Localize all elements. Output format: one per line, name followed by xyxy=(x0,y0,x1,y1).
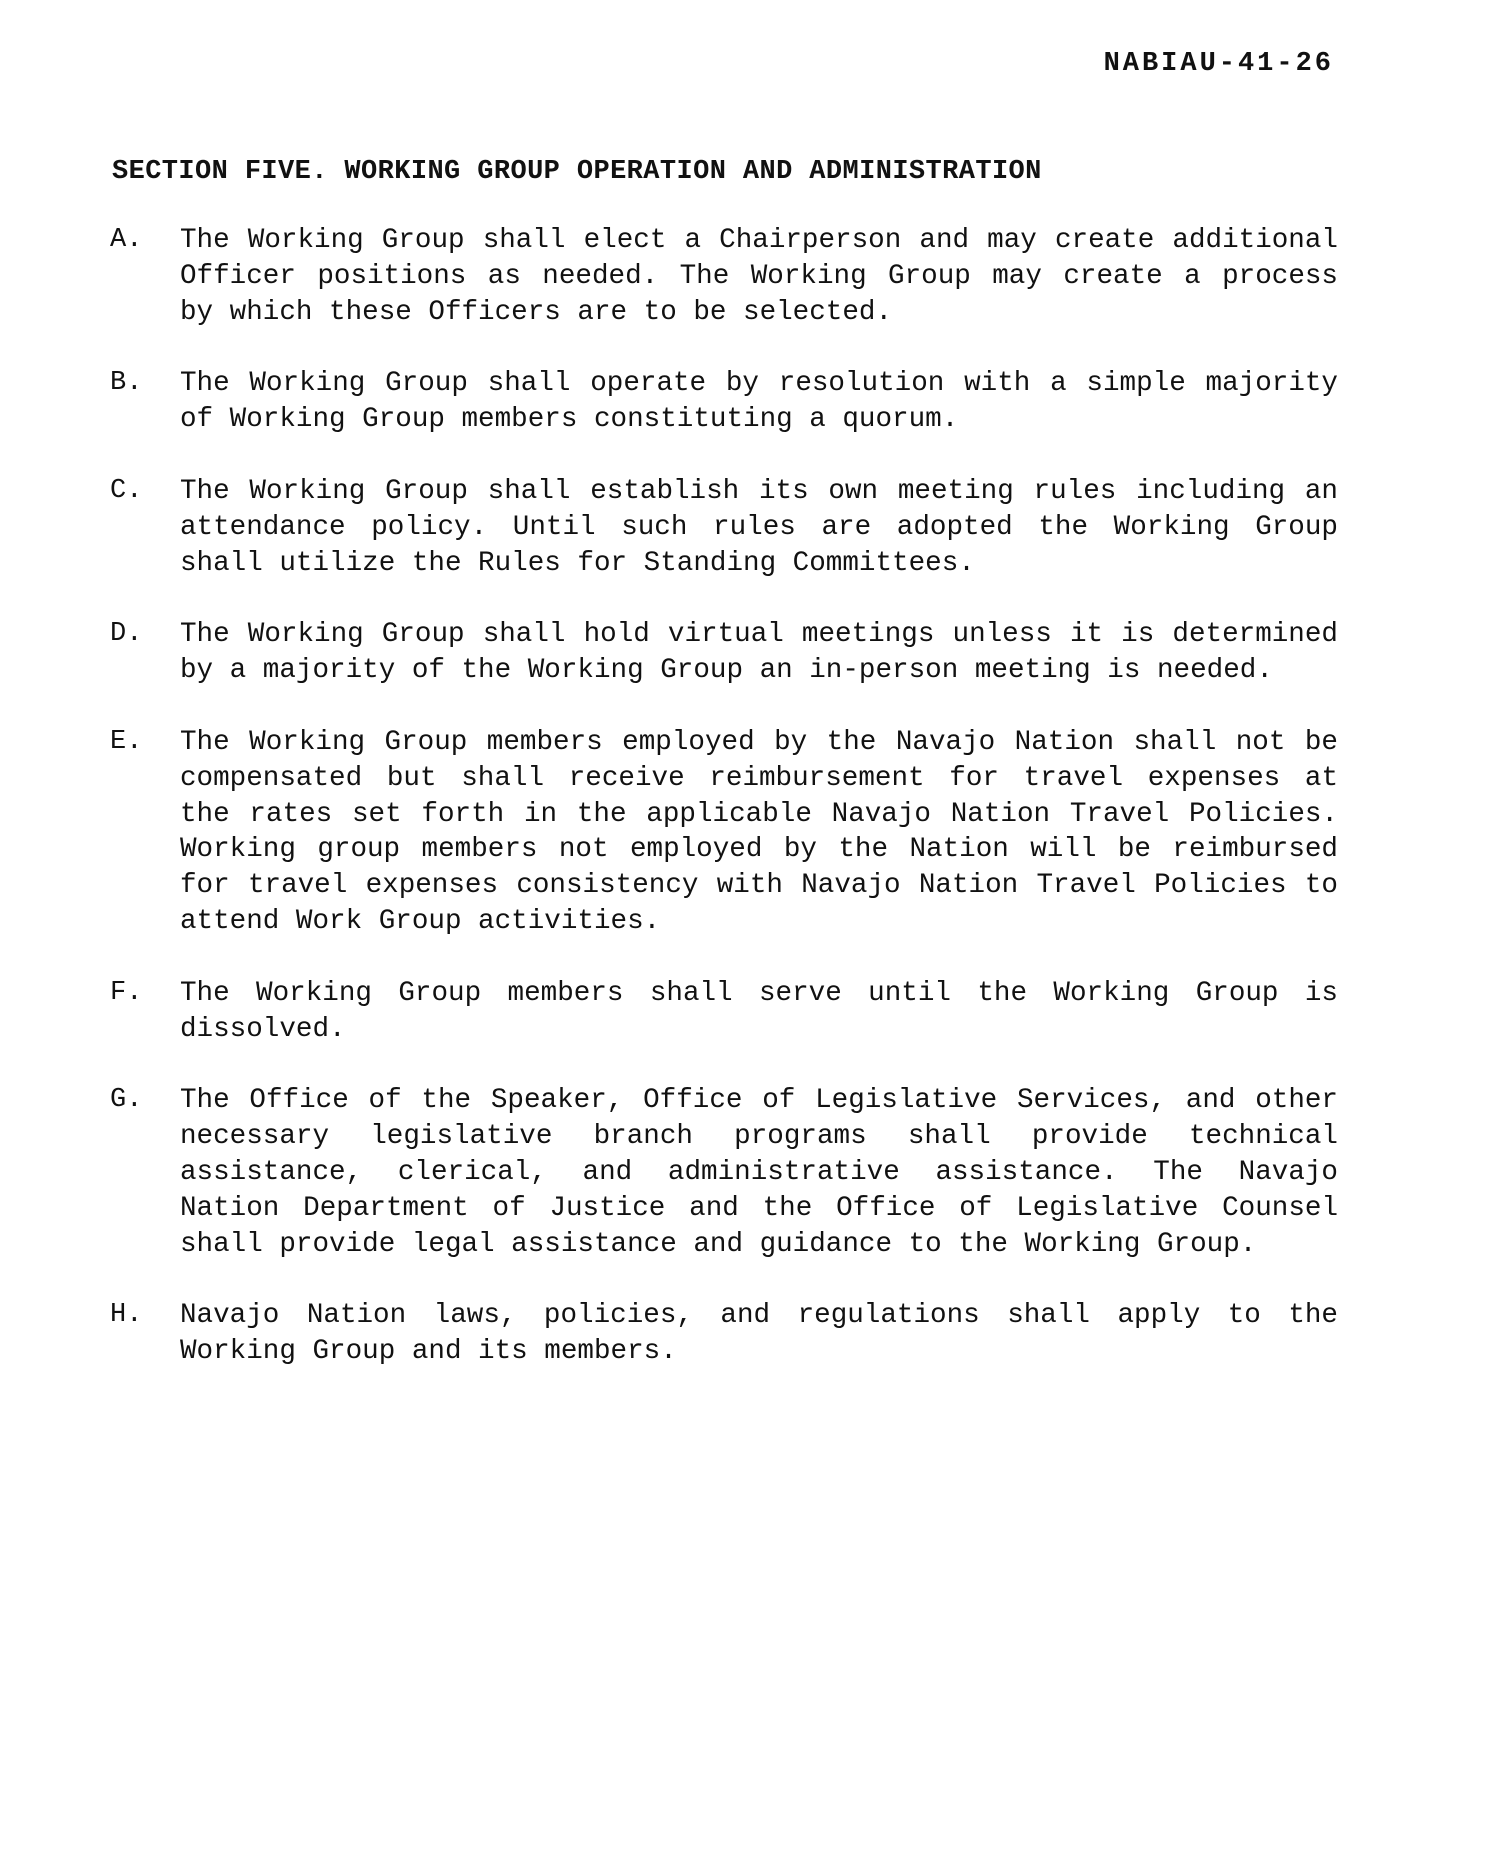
list-item xyxy=(110,725,1338,940)
list-item xyxy=(110,976,1338,1048)
item-text: The Working Group members employed by the Navajo Nation shall not be compensated but shall receive reimbursement for travel expenses at the rates set forth in the applicable Navajo Nation Travel Policies. Working group members not employed by the Nation will be reimbursed for travel expenses consistency with Navajo Nation Travel Policies to attend Work Group activities. xyxy=(180,726,1338,937)
item-letter: D. xyxy=(110,619,143,650)
item-text: The Working Group members shall serve until the Working Group is dissolved. xyxy=(180,977,1338,1045)
list-item xyxy=(110,617,1338,689)
list-item xyxy=(110,223,1338,330)
item-letter: B. xyxy=(110,368,143,399)
list-item xyxy=(110,1298,1338,1370)
item-letter: C. xyxy=(110,475,143,506)
item-text: The Office of the Speaker, Office of Legislative Services, and other necessary legislative branch programs shall provide technical assistance, clerical, and administrative assistance. The Navajo Nation Department of Justice and the Office of Legislative Counsel shall provide legal assistance and guidance to the Working Group. xyxy=(180,1085,1338,1260)
item-text: The Working Group shall operate by resolution with a simple majority of Working Group members constituting a quorum. xyxy=(180,368,1338,436)
section-heading: SECTION FIVE. WORKING GROUP OPERATION AND ADMINISTRATION xyxy=(112,157,1042,187)
item-text: The Working Group shall hold virtual meetings unless it is determined by a majority of the Working Group an in-person meeting is needed. xyxy=(180,619,1338,687)
item-text: The Working Group shall elect a Chairperson and may create additional Officer positions as needed. The Working Group may create a process by which these Officers are to be selected. xyxy=(180,225,1338,328)
list-item xyxy=(110,1083,1338,1262)
section-items-list xyxy=(110,223,1338,1406)
item-letter: F. xyxy=(110,977,143,1008)
document-number: NABIAU-41-26 xyxy=(1103,49,1334,79)
list-item xyxy=(110,366,1338,438)
list-item xyxy=(110,474,1338,581)
item-letter: G. xyxy=(110,1085,143,1116)
item-text: The Working Group shall establish its own meeting rules including an attendance policy. Until such rules are adopted the Working Group shall utilize the Rules for Standing Committees. xyxy=(180,475,1338,579)
item-text: Navajo Nation laws, policies, and regulations shall apply to the Working Group and its members. xyxy=(180,1300,1338,1368)
item-letter: A. xyxy=(110,225,143,255)
item-letter: E. xyxy=(110,726,143,757)
item-letter: H. xyxy=(110,1300,143,1331)
